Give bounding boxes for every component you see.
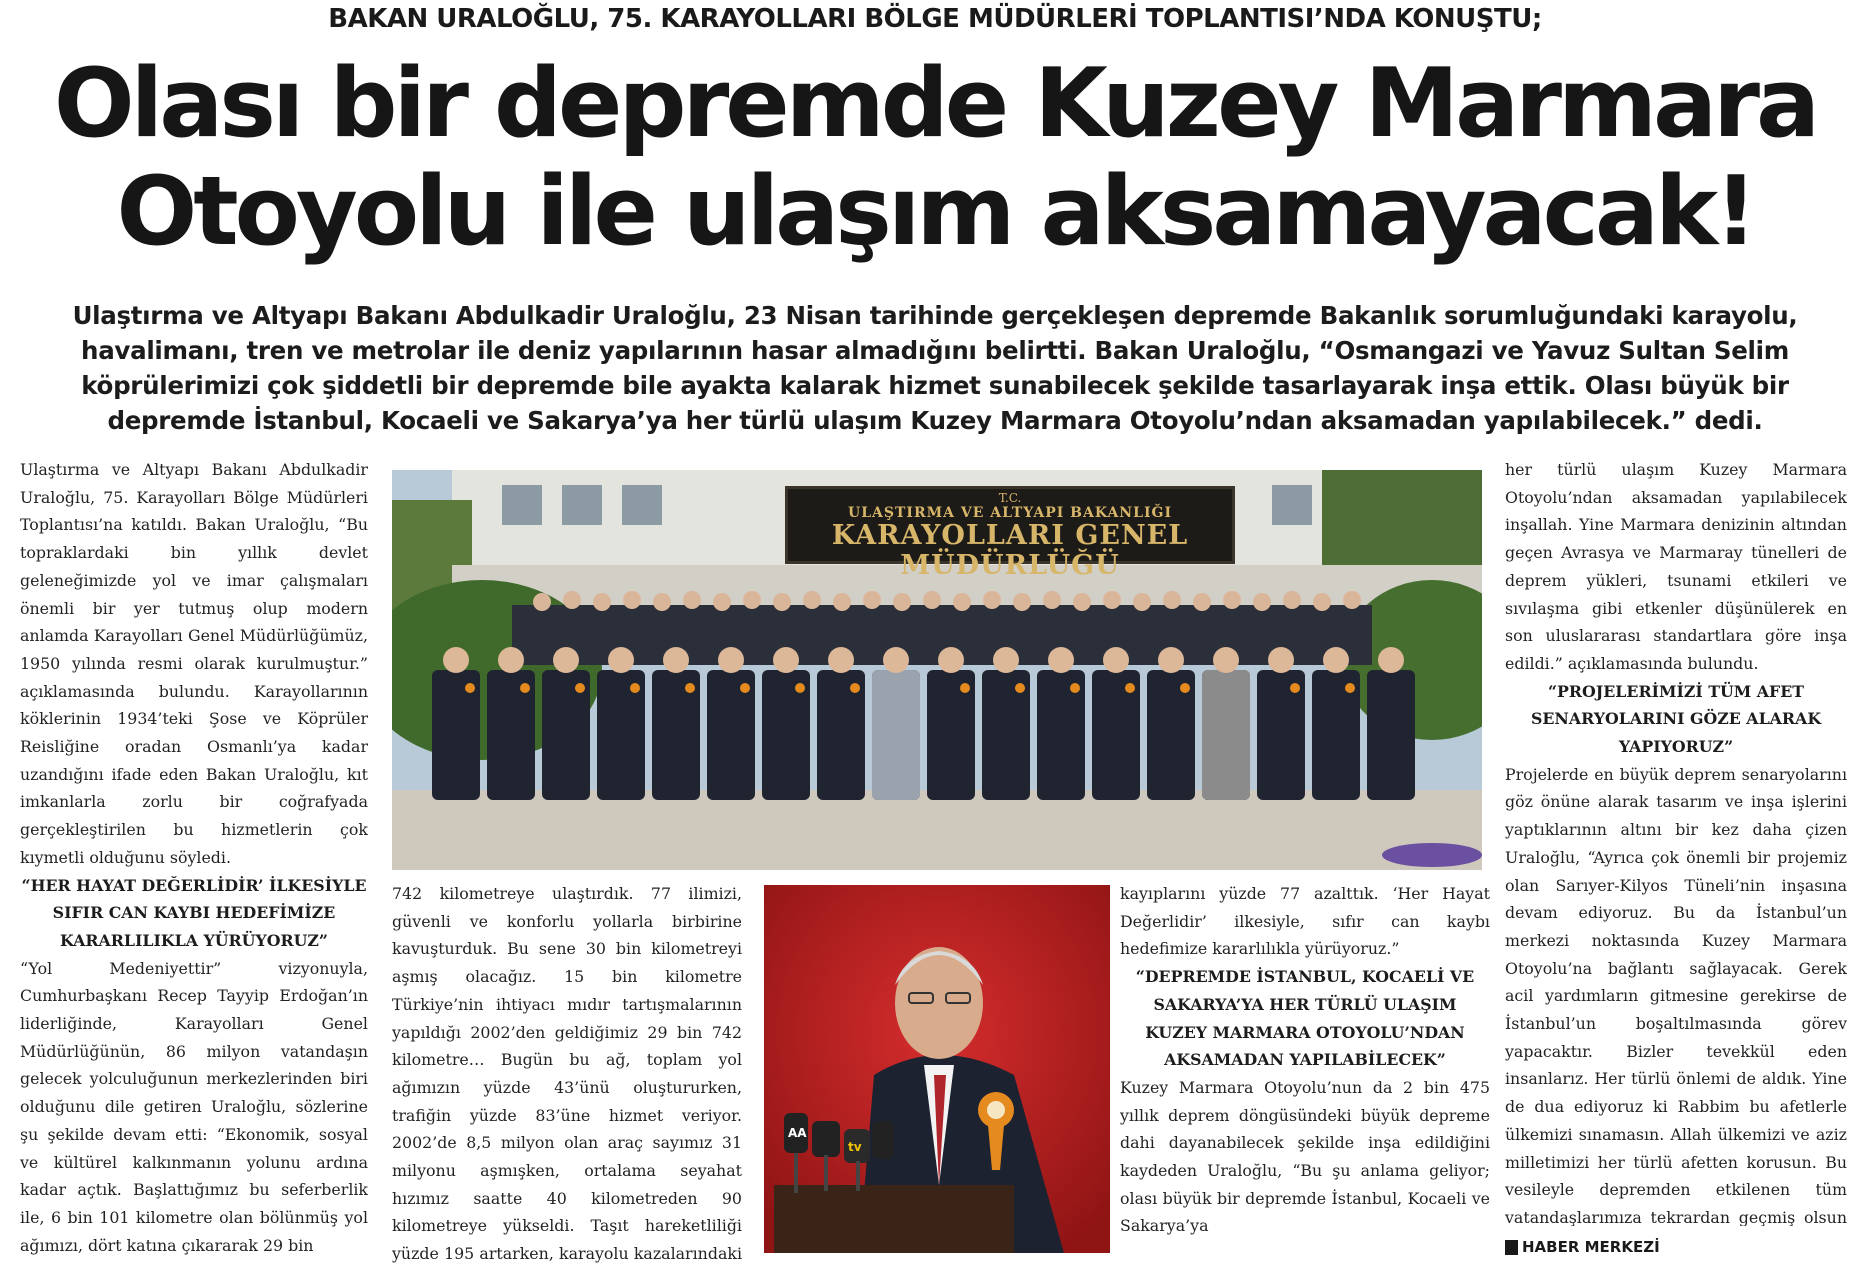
body-paragraph: her türlü ulaşım Kuzey Marmara Otoyolu’ndan aksamadan yapılabilecek inşallah. Yine Marmara denizinin altından geçen Avrasya ve Marmaray tünelleri de deprem yükleri, tsunami etkileri ve sıvılaşma gibi etkenler düşünülerek en son uluslararası standartlara göre inşa edildi.” açıklamasında bulundu.	[1505, 460, 1847, 673]
source-square-icon	[1505, 1240, 1518, 1255]
body-column-2	[392, 880, 742, 1268]
subheading: “DEPREMDE İSTANBUL, KOCAELİ VE SAKARYA’YA HER TÜRLÜ ULAŞIM KUZEY MARMARA OTOYOLU’NDAN AKSAMADAN YAPILABİLECEK”	[1135, 967, 1475, 1070]
spot-line-4: depremde İstanbul, Kocaeli ve Sakarya’ya her türlü ulaşım Kuzey Marmara Otoyolu’ndan aksamadan yapılabilecek.” dedi.	[107, 406, 1763, 435]
body-paragraph: Projelerde en büyük deprem senaryolarını göz önüne alarak tasarım ve inşa işlerini yaptıklarının altını bir kez daha çizen Uraloğlu, “Ayrıca çok önemli bir projemiz olan Sarıyer-Kilyos Tüneli’nin inşasına devam ediyoruz. Bu da İstanbul’un merkezi noktasında Kuzey Marmara Otoyolu’na bağlantı sağlayacak. Gerek acil yardımların gitmesine gerekirse de İstanbul’un boşaltılmasında görev yapacaktır. Bizler tevekkül eden insanlarız. Her türlü önlemi de aldık. Yine de dua ediyoruz ki Rabbim bu afetlerle ülkemizi sınamasın. Allah ülkemizi ve aziz milletimizi her türlü afetten korusun. Bu vesileyle depremden etkilenen tüm vatandaşlarımıza tekrardan geçmiş olsun	[1505, 764, 1847, 1226]
body-column-4	[1505, 456, 1847, 1226]
spot-lead	[22, 298, 1848, 438]
mic-label-aa: AA	[788, 1126, 807, 1140]
source-label: HABER MERKEZİ	[1522, 1238, 1660, 1256]
body-paragraph: Kuzey Marmara Otoyolu’nun da 2 bin 475 yıllık deprem döngüsündeki büyük depreme dahi dayanabilecek şekilde inşa edildiğini kaydeden Uraloğlu, “Bu şu anlama geliyor; olası büyük bir depremde İstanbul, Kocaeli ve Sakarya’ya	[1120, 1077, 1490, 1236]
kicker-headline: BAKAN URALOĞLU, 75. KARAYOLLARI BÖLGE MÜDÜRLERİ TOPLANTISI’NDA KONUŞTU;	[328, 4, 1542, 34]
subheading: “HER HAYAT DEĞERLİDİR’ İLKESİYLE SIFIR CAN KAYBI HEDEFİMİZE KARARLILIKLA YÜRÜYORUZ”	[21, 875, 367, 950]
sign-directorate: KARAYOLLARI GENEL MÜDÜRLÜĞÜ	[831, 520, 1189, 581]
headline-line-2: Otoyolu ile ulaşım aksamayacak!	[116, 157, 1754, 267]
body-column-3	[1120, 880, 1490, 1268]
body-paragraph: 742 kilometreye ulaştırdık. 77 ilimizi, güvenli ve konforlu yollarla birbirine kavuşturduk. Bu sene 30 bin kilometreyi aşmış olacağız. 15 bin kilometre Türkiye’nin ihtiyacı mıdır tartışmalarının yapıldığı 2002’den geldiğimiz 29 bin 742 kilometre… Bugün bu ağ, toplam yol ağımızın yüzde 43’ünü oluştururken, trafiğin yüzde 83’üne hizmet veriyor. 2002’de 8,5 milyon olan araç sayımız 31 milyonu aşmışken, ortalama seyahat hızımız saatte 40 kilometreden 90 kilometreye yükseldi. Taşıt hareketliliği yüzde 195 artarken, karayolu kazalarındaki	[392, 884, 742, 1264]
mic-label-tv: tv	[848, 1140, 862, 1154]
body-column-1	[20, 456, 368, 1262]
subheading: “PROJELERİMİZİ TÜM AFET SENARYOLARINI GÖZE ALARAK YAPIYORUZ”	[1530, 681, 1822, 757]
sign-tc: T.C.	[998, 491, 1022, 505]
main-headline	[14, 50, 1856, 266]
body-paragraph: “Yol Medeniyettir” vizyonuyla, Cumhurbaşkanı Recep Tayyip Erdoğan’ın liderliğinde, Karayolları Genel Müdürlüğünün, 86 milyon vatandaşın gelecek yolculuğunun merkezlerinden biri olduğunu dile getiren Uraloğlu, sözlerine şu şekilde devam etti: “Ekonomik, sosyal ve kültürel kalkınmanın yolunu ardına kadar açtık. Başlattığımız bu seferberlik ile, 6 bin 101 kilometre olan bölünmüş yol ağımızı, dört katına çıkararak 29 bin	[20, 958, 368, 1255]
spot-line-1: Ulaştırma ve Altyapı Bakanı Abdulkadir Uraloğlu, 23 Nisan tarihinde gerçekleşen depremde Bakanlık sorumluğundaki karayolu,	[72, 301, 1798, 330]
group-photo	[392, 470, 1482, 870]
portrait-illustration	[764, 885, 1110, 1253]
source-credit	[1505, 1234, 1660, 1260]
institution-sign	[785, 486, 1235, 581]
body-paragraph: kayıplarını yüzde 77 azalttık. ‘Her Hayat Değerlidir’ ilkesiyle, sıfır can kaybı hedefimize kararlılıkla yürüyoruz.”	[1120, 884, 1490, 959]
body-paragraph: Ulaştırma ve Altyapı Bakanı Abdulkadir Uraloğlu, 75. Karayolları Bölge Müdürleri Toplantısı’na katıldı. Bakan Uraloğlu, “Bu topraklardaki bin yıllık devlet geleneğimizde yol ve imar çalışmaları önemli bir yer tutmuş olup modern anlamda Karayolları Genel Müdürlüğümüz, 1950 yılında resmi olarak kurulmuştur.” açıklamasında bulundu. Karayollarının köklerinin 1934’teki Şose ve Köprüler Reisliğine oradan Osmanlı’ya kadar uzandığını ifade eden Bakan Uraloğlu, kıt imkanlarla zorlu bir coğrafyada gerçekleştirilen bu hizmetlerin çok kıymetli olduğunu söyledi.	[20, 460, 368, 867]
portrait-photo	[764, 885, 1110, 1253]
headline-line-1: Olası bir depremde Kuzey Marmara	[53, 49, 1817, 159]
sign-ministry: ULAŞTIRMA VE ALTYAPI BAKANLIĞI	[847, 505, 1172, 521]
spot-line-3: köprülerimizi çok şiddetli bir depremde bile ayakta kalarak hizmet sunabilecek şekilde tasarlayarak inşa ettik. Olası büyük bir	[81, 371, 1789, 400]
spot-line-2: havalimanı, tren ve metrolar ile deniz yapılarının hasar almadığını belirtti. Bakan Uraloğlu, “Osmangazi ve Yavuz Sultan Selim	[81, 336, 1789, 365]
